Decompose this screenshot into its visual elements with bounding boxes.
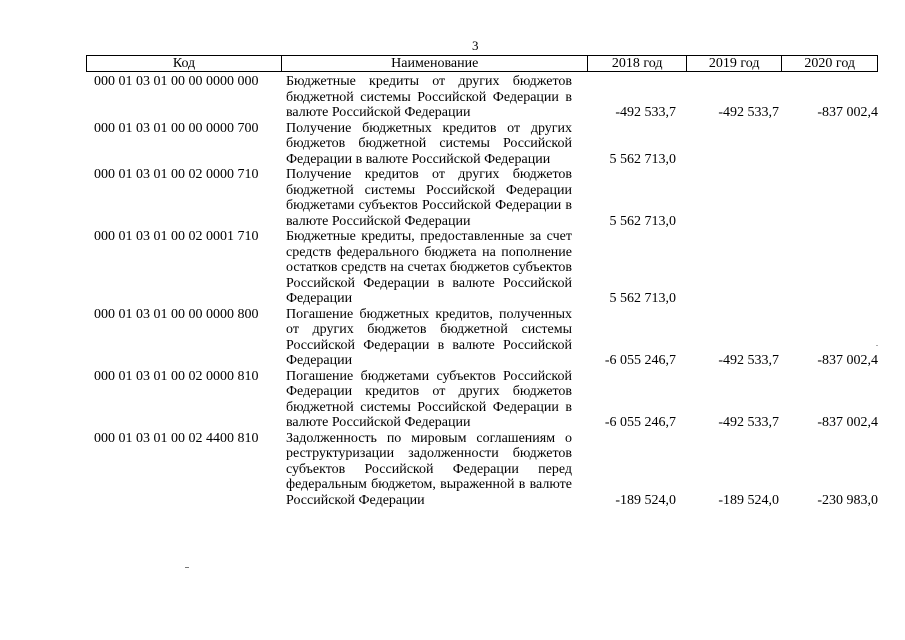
row-value-2020 bbox=[783, 121, 878, 168]
row-code: 000 01 03 01 00 00 0000 700 bbox=[94, 120, 259, 136]
table-row bbox=[86, 167, 878, 229]
header-code: Код bbox=[87, 56, 282, 71]
row-value-2019: -189 524,0 bbox=[718, 492, 779, 508]
row-value-2020: -230 983,0 bbox=[817, 492, 878, 508]
row-value-2020: -837 002,4 bbox=[817, 353, 878, 368]
row-value-2018: 5 562 713,0 bbox=[609, 213, 676, 229]
row-value-2020: -837 002,4 bbox=[817, 105, 878, 120]
row-value-2018: -189 524,0 bbox=[615, 492, 676, 508]
row-value-2018: 5 562 713,0 bbox=[609, 151, 676, 167]
row-code: 000 01 03 01 00 02 4400 810 bbox=[94, 430, 259, 446]
table-row bbox=[86, 369, 878, 431]
row-code: 000 01 03 01 00 00 0000 800 bbox=[94, 306, 259, 322]
row-value-2020 bbox=[783, 167, 878, 229]
row-value-2020: -837 002,4 bbox=[817, 415, 878, 430]
table-body bbox=[86, 74, 878, 508]
row-code: 000 01 03 01 00 02 0000 810 bbox=[94, 368, 259, 384]
row-value-2019 bbox=[688, 167, 783, 229]
scan-mark bbox=[876, 345, 878, 346]
row-value-2018: -492 533,7 bbox=[615, 105, 676, 120]
row-value-2018: 5 562 713,0 bbox=[609, 291, 676, 306]
header-2018: 2018 год bbox=[588, 56, 687, 71]
row-value-2018: -6 055 246,7 bbox=[604, 415, 676, 430]
table-row bbox=[86, 229, 878, 307]
row-value-2020 bbox=[783, 229, 878, 307]
row-name: Погашение бюджетами субъектов Российской Федерации кредитов от других бюджетов бюджетной системы Российской Федерации в валюте Российской Федерации bbox=[286, 368, 572, 430]
row-name: Задолженность по мировым соглашениям о реструктуризации задолженности бюджетов субъектов Российской Федерации перед федеральным бюджетом, выраженной в валюте Российской Федерации bbox=[286, 430, 572, 508]
row-value-2019: -492 533,7 bbox=[718, 415, 779, 430]
row-code: 000 01 03 01 00 02 0000 710 bbox=[94, 167, 259, 182]
table-row bbox=[86, 431, 878, 509]
row-value-2019: -492 533,7 bbox=[718, 353, 779, 368]
table-header bbox=[86, 55, 878, 72]
scan-mark bbox=[185, 567, 189, 568]
row-name: Получение бюджетных кредитов от других бюджетов бюджетной системы Российской Федерации в валюте Российской Федерации bbox=[286, 120, 572, 167]
table-row bbox=[86, 121, 878, 168]
row-name: Получение кредитов от других бюджетов бюджетной системы Российской Федерации бюджетами субъектов Российской Федерации в валюте Российской Федерации bbox=[286, 167, 572, 229]
header-name: Наименование bbox=[282, 56, 588, 71]
header-2019: 2019 год bbox=[687, 56, 783, 71]
row-name: Бюджетные кредиты, предоставленные за счет средств федерального бюджета на пополнение остатков средств на счетах бюджетов субъектов Российской Федерации в валюте Российской Федерации bbox=[286, 229, 572, 306]
header-2020: 2020 год bbox=[804, 56, 856, 71]
row-name: Погашение бюджетных кредитов, полученных от других бюджетов бюджетной системы Российской Федерации в валюте Российской Федерации bbox=[286, 306, 572, 368]
row-value-2018: -6 055 246,7 bbox=[604, 353, 676, 368]
page-number: 3 bbox=[472, 38, 479, 53]
row-value-2019: -492 533,7 bbox=[718, 105, 779, 120]
row-value-2019 bbox=[688, 229, 783, 307]
row-value-2019 bbox=[688, 121, 783, 168]
row-code: 000 01 03 01 00 00 0000 000 bbox=[94, 74, 259, 89]
table-row bbox=[86, 307, 878, 369]
row-code: 000 01 03 01 00 02 0001 710 bbox=[94, 229, 259, 244]
row-name: Бюджетные кредиты от других бюджетов бюджетной системы Российской Федерации в валюте Российской Федерации bbox=[286, 74, 572, 120]
table-row bbox=[86, 74, 878, 121]
